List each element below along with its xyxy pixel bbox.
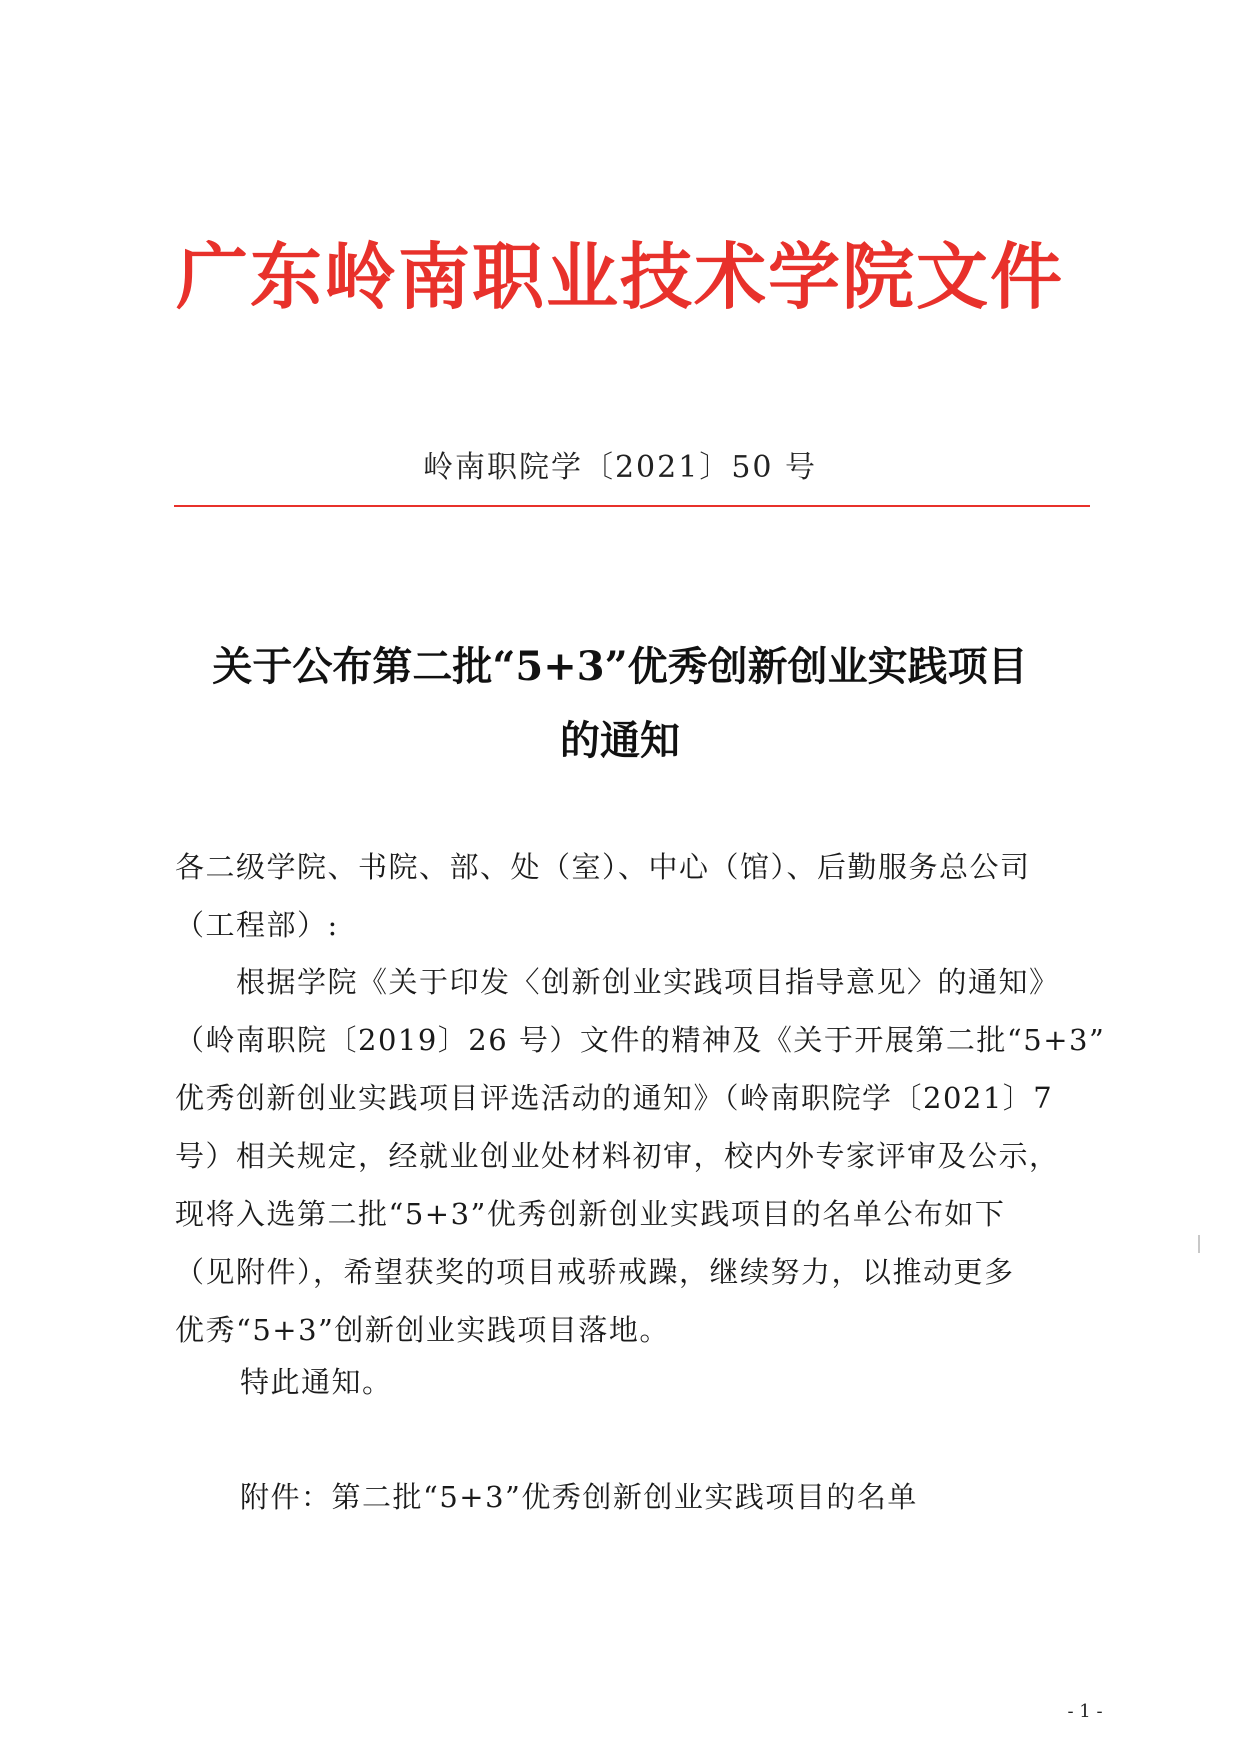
salutation-line-1: 各二级学院、书院、部、处（室）、中心（馆）、后勤服务总公司 [175,850,1031,884]
closing-remark: 特此通知。 [240,1365,393,1399]
body-line: 根据学院《关于印发〈创新创业实践项目指导意见〉的通知》 [175,965,1060,999]
body-line: （见附件），希望获奖的项目戒骄戒躁，继续努力，以推动更多 [175,1255,1015,1289]
document-masthead: 广东岭南职业技术学院文件 [175,234,1064,319]
page-number: - 1 - [1067,1701,1103,1722]
salutation-line-2: （工程部）: [175,908,339,942]
attachment-line: 附件：第二批“5+3”优秀创新创业实践项目的名单 [240,1480,918,1514]
document-number: 岭南职院学〔2021〕50 号 [422,450,818,485]
scan-edge-mark [1198,1235,1200,1253]
notice-title-line-2: 的通知 [560,717,680,764]
body-line: 号）相关规定，经就业创业处材料初审，校内外专家评审及公示， [175,1139,1060,1173]
salutation [175,838,1087,954]
notice-title-line-1: 关于公布第二批“5+3”优秀创新创业实践项目 [212,643,1028,690]
notice-title [160,630,1080,778]
body-line: 优秀创新创业实践项目评选活动的通知》（岭南职院学〔2021〕7 [175,1081,1054,1115]
body-line: 现将入选第二批“5+3”优秀创新创业实践项目的名单公布如下 [175,1197,1006,1231]
body-line: （岭南职院〔2019〕26 号）文件的精神及《关于开展第二批“5+3” [175,1023,1106,1057]
body-paragraph [175,953,1106,1359]
red-divider-line [174,505,1090,507]
body-line: 优秀“5+3”创新创业实践项目落地。 [175,1313,670,1347]
